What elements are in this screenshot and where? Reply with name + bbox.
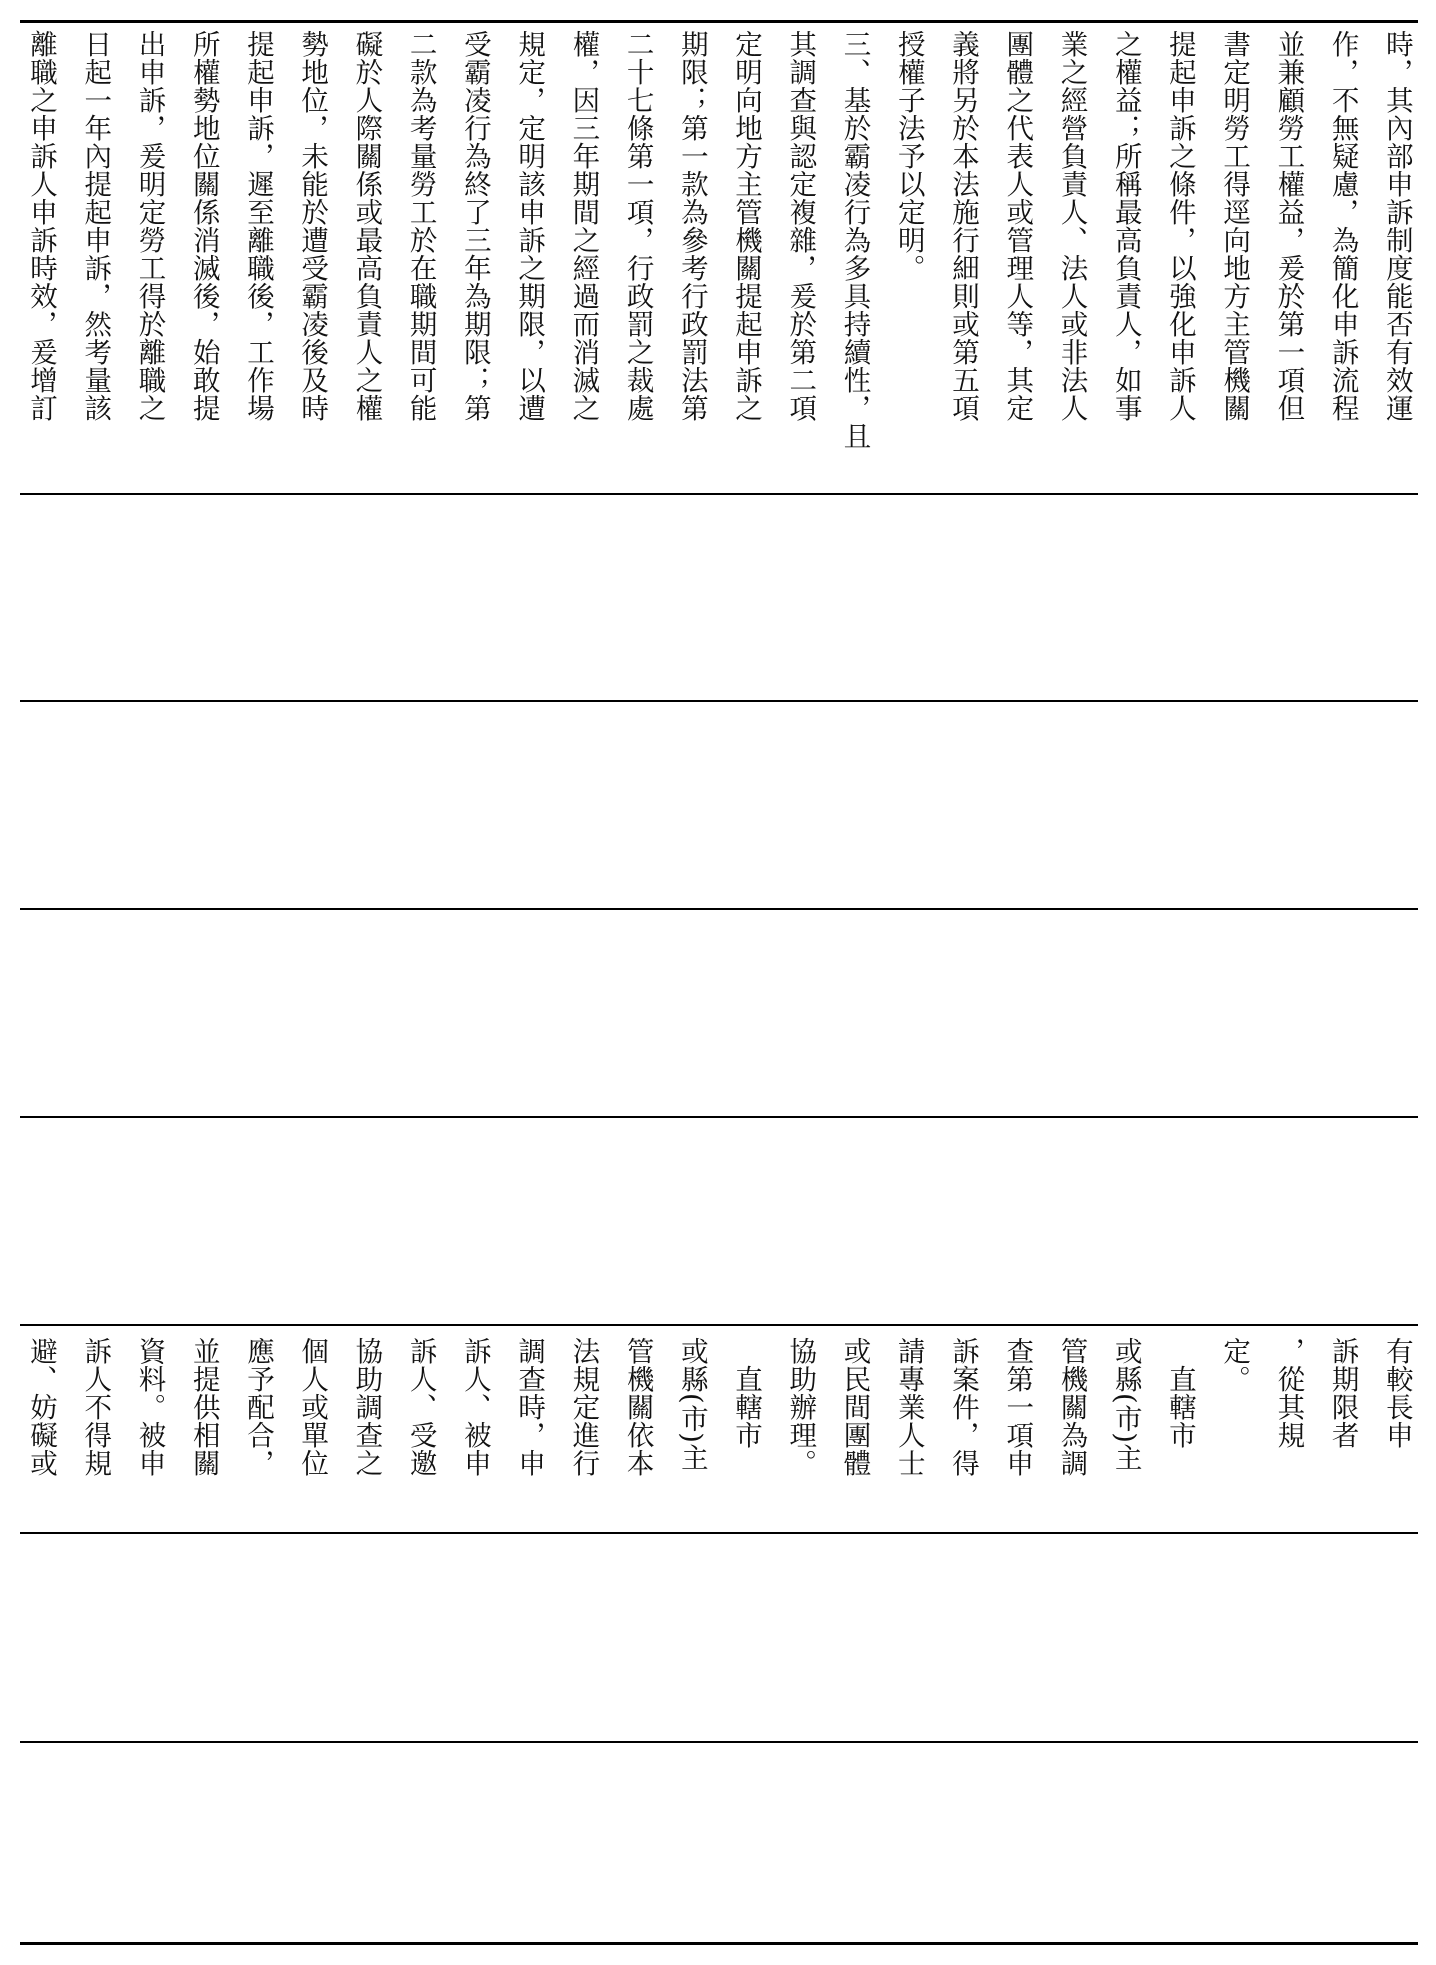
text-column: 出申訴，爰明定勞工得於離職之	[133, 30, 166, 422]
text-column: 訴人、被申	[458, 1337, 491, 1477]
text-column: 直轄市	[1163, 1337, 1196, 1449]
text-column: 提起申訴，遲至離職後，工作場	[241, 30, 274, 422]
row-divider-5	[20, 1324, 1418, 1326]
text-column: 避、妨礙或	[25, 1337, 57, 1477]
row-divider-3	[20, 908, 1418, 910]
text-column: 勢地位，未能於遭受霸凌後及時	[296, 30, 329, 422]
text-column: 並提供相關	[187, 1337, 220, 1477]
text-column: 調查時，申	[513, 1337, 546, 1477]
table-bottom-rule	[20, 1942, 1418, 1945]
text-column: 期限；第一款為參考行政罰法第	[675, 30, 708, 422]
text-column: 三、基於霸凌行為多具持續性，且	[838, 30, 871, 450]
text-column: 定。	[1218, 1337, 1251, 1393]
text-column: 協助辦理。	[784, 1337, 817, 1477]
text-column: 二款為考量勞工於在職期間可能	[404, 30, 437, 422]
text-column: 或縣(市)主	[675, 1337, 708, 1472]
text-column: 權，因三年期間之經過而消滅之	[567, 30, 600, 422]
text-column: 作，不無疑慮，為簡化申訴流程	[1326, 30, 1359, 422]
text-column: 礙於人際關係或最高負責人之權	[350, 30, 383, 422]
text-column: ，從其規	[1272, 1337, 1305, 1449]
text-column: 訴期限者	[1326, 1337, 1359, 1449]
row-divider-7	[20, 1741, 1418, 1743]
text-column: 義將另於本法施行細則或第五項	[946, 30, 979, 422]
text-column: 協助調查之	[350, 1337, 383, 1477]
text-column: 離職之申訴人申訴時效，爰增訂	[25, 30, 57, 422]
text-column: 之權益；所稱最高負責人，如事	[1109, 30, 1142, 422]
text-column: 規定，定明該申訴之期限，以遭	[513, 30, 546, 422]
text-column: 管機關為調	[1055, 1337, 1088, 1477]
text-column: 資料。被申	[133, 1337, 166, 1477]
text-column: 直轄市	[730, 1337, 763, 1449]
text-column: 其調查與認定複雜，爰於第二項	[784, 30, 817, 422]
text-column: 請專業人士	[892, 1337, 925, 1477]
text-column: 管機關依本	[621, 1337, 654, 1477]
text-column: 訴案件，得	[946, 1337, 979, 1477]
text-column: 或縣(市)主	[1109, 1337, 1142, 1472]
text-column: 或民間團體	[838, 1337, 871, 1477]
text-column: 定明向地方主管機關提起申訴之	[730, 30, 763, 422]
text-column: 書定明勞工得逕向地方主管機關	[1218, 30, 1251, 422]
text-column: 提起申訴之條件，以強化申訴人	[1163, 30, 1196, 422]
explanation-text-block	[20, 30, 1418, 495]
text-column: 日起一年內提起申訴，然考量該	[79, 30, 112, 422]
text-column: 查第一項申	[1001, 1337, 1034, 1477]
text-column: 法規定進行	[567, 1337, 600, 1477]
row-divider-2	[20, 700, 1418, 702]
text-column: 訴人不得規	[79, 1337, 112, 1477]
text-column: 受霸凌行為終了三年為期限；第	[458, 30, 491, 422]
text-column: 並兼顧勞工權益，爰於第一項但	[1272, 30, 1305, 422]
text-column: 業之經營負責人、法人或非法人	[1055, 30, 1088, 422]
table-top-rule	[20, 20, 1418, 23]
article-text-block	[20, 1337, 1418, 1542]
row-divider-4	[20, 1116, 1418, 1118]
text-column: 訴人、受邀	[404, 1337, 437, 1477]
text-column: 時，其內部申訴制度能否有效運	[1380, 30, 1413, 422]
text-column: 授權子法予以定明。	[892, 30, 925, 282]
text-column: 所權勢地位關係消滅後，始敢提	[187, 30, 220, 422]
text-column: 二十七條第一項，行政罰之裁處	[621, 30, 654, 422]
text-column: 有較長申	[1380, 1337, 1413, 1449]
text-column: 個人或單位	[296, 1337, 329, 1477]
text-column: 應予配合，	[241, 1337, 274, 1477]
text-column: 團體之代表人或管理人等，其定	[1001, 30, 1034, 422]
